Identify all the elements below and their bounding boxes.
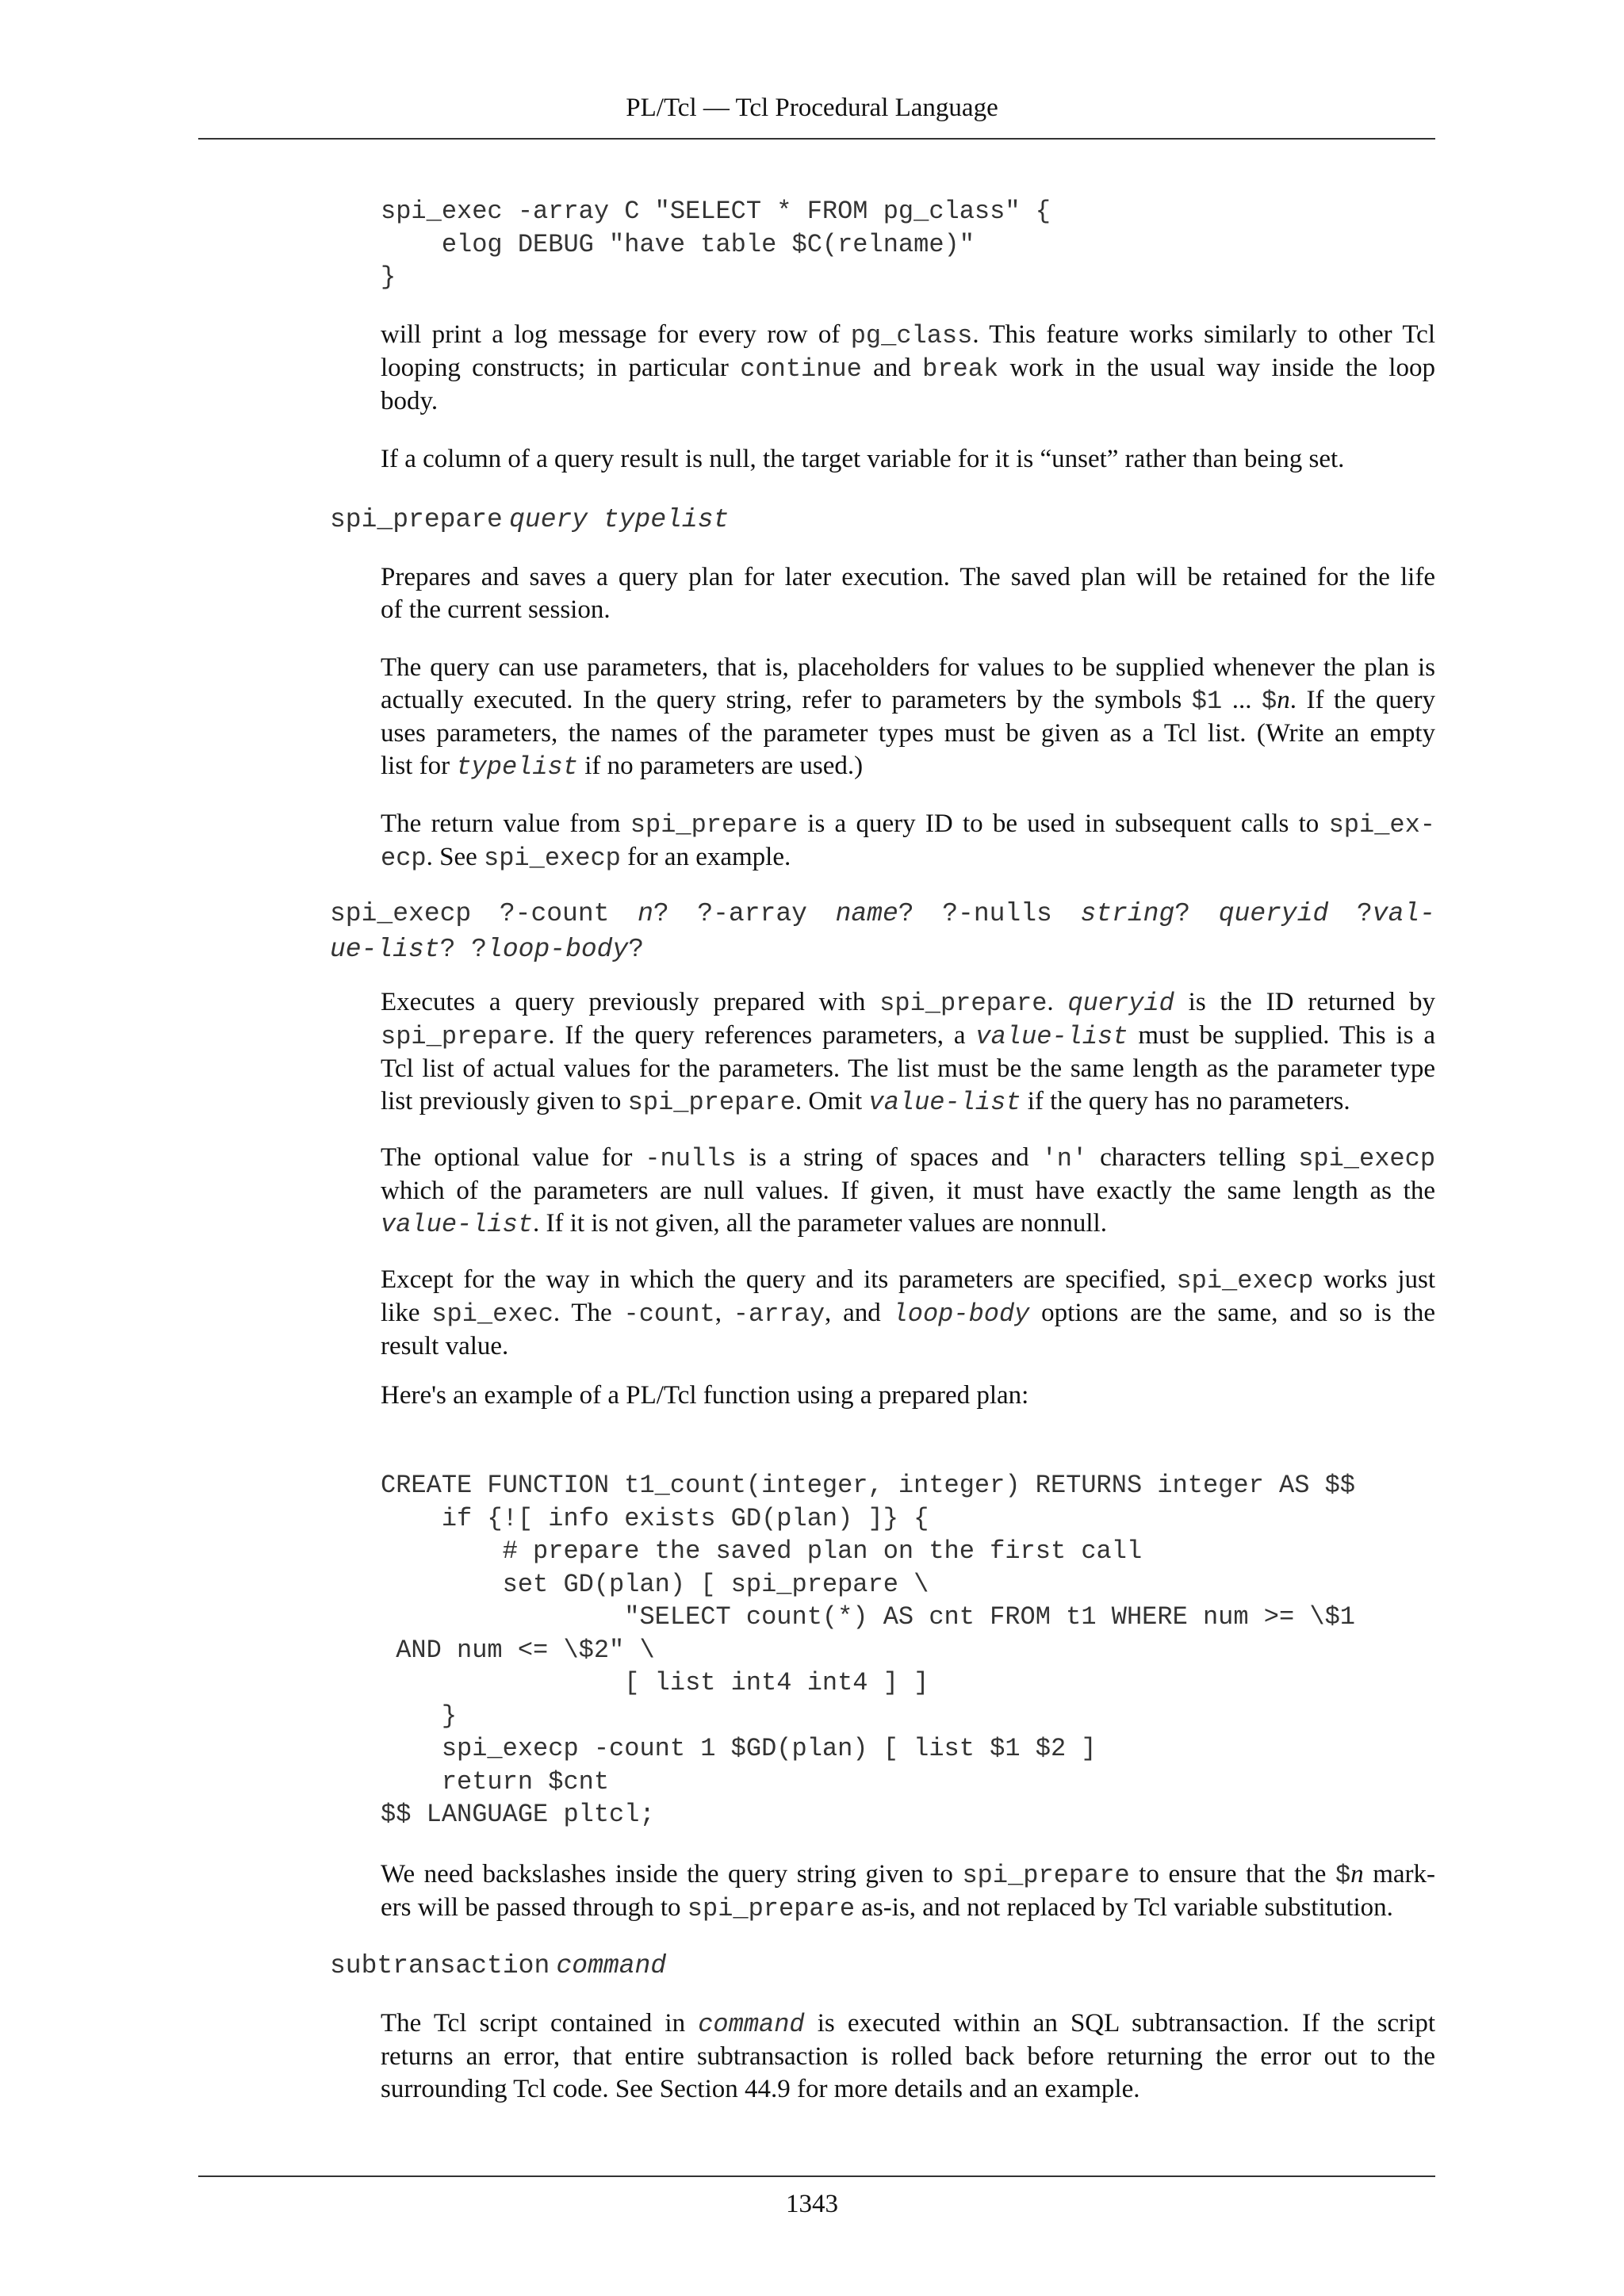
paragraph-nulls-option: The optional value for -nulls is a string of spaces and 'n' characters telling spi_execp which of the parameters are null values. If given, it must have exactly the same length as the value-list. If it is not given, all the parameter values are nonnull. <box>381 1143 1436 1239</box>
paragraph-subtransaction-desc: The Tcl script contained in command is executed within an SQL subtransaction. If the script returns an error, that entire subtransaction is rolled back before returning the error out to the surrounding Tcl code. See Section 44.9 for more details and an example. <box>381 2009 1435 2103</box>
page-header: PL/Tcl — Tcl Procedural Language <box>626 94 998 122</box>
paragraph-prepare-desc: Prepares and saves a query plan for later execution. The saved plan will be retained for the life of the current session. <box>381 563 1435 624</box>
footer-rule <box>198 2175 1435 2177</box>
paragraph-prepare-return: The return value from spi_prepare is a query ID to be used in subsequent calls to spi_ex- ecp. See spi_execp for an example. <box>381 809 1435 873</box>
code-block-t1-count: CREATE FUNCTION t1_count(integer, integer) RETURNS integer AS $$ if {![ info exists GD(plan) ]} { # prepare the saved plan on the first call set GD(plan) [ spi_prepare \ "SELECT count(*) AS cnt FROM t1 WHERE num >= \$1 AND num <= \$2" \ [ list int4 int4 ] ] } spi_execp -count 1 $GD(plan) [ list $1 $2 ] return $cnt $$ LANGUAGE pltcl; <box>381 1471 1355 1829</box>
page-number: 1343 <box>786 2190 838 2218</box>
header-rule <box>198 138 1435 140</box>
paragraph-backslashes: We need backslashes inside the query string given to spi_prepare to ensure that the $n mark- ers will be passed through to spi_prepare as-is, and not replaced by Tcl variable substitution. <box>381 1860 1435 1923</box>
term-subtransaction: subtransaction command <box>330 1951 667 1980</box>
paragraph-execp-like-exec: Except for the way in which the query and its parameters are specified, spi_execp works just like spi_exec. The -count, -array, and loop-body options are the same, and so is the result value. <box>381 1265 1436 1360</box>
paragraph-example-intro: Here's an example of a PL/Tcl function using a prepared plan: <box>381 1381 1029 1410</box>
paragraph-null-column: If a column of a query result is null, the target variable for it is “unset” rather than being set. <box>381 445 1345 473</box>
term-spi-execp: spi_execp ?-count n? ?-array name? ?-nulls string? queryid ?val- ue-list? ?loop-body? <box>330 899 1435 964</box>
paragraph-spi-exec-loop: will print a log message for every row of pg_class. This feature works similarly to other Tcl looping constructs; in particular continue and break work in the usual way inside the loop body. <box>381 320 1435 415</box>
term-spi-prepare: spi_prepare query typelist <box>330 505 730 534</box>
code-block-spi-exec: spi_exec -array C "SELECT * FROM pg_class" { elog DEBUG "have table $C(relname)" } <box>381 197 1051 292</box>
paragraph-query-parameters: The query can use parameters, that is, placeholders for values to be supplied whenever the plan is actually executed. In the query string, refer to parameters by the symbols $1 ... $n. If the query uses parameters, the names of the parameter types must be given as a Tcl list. (Write an empty list for typelist if no parameters are used.) <box>381 653 1436 782</box>
paragraph-execp-desc: Executes a query previously prepared with spi_prepare. queryid is the ID returned by spi_prepare. If the query references parameters, a value-list must be supplied. This is a Tcl list of actual values for the parameters. The list must be the same length as the parameter type list previously given to spi_prepare. Omit value-list if the query has no parameters. <box>381 988 1436 1117</box>
